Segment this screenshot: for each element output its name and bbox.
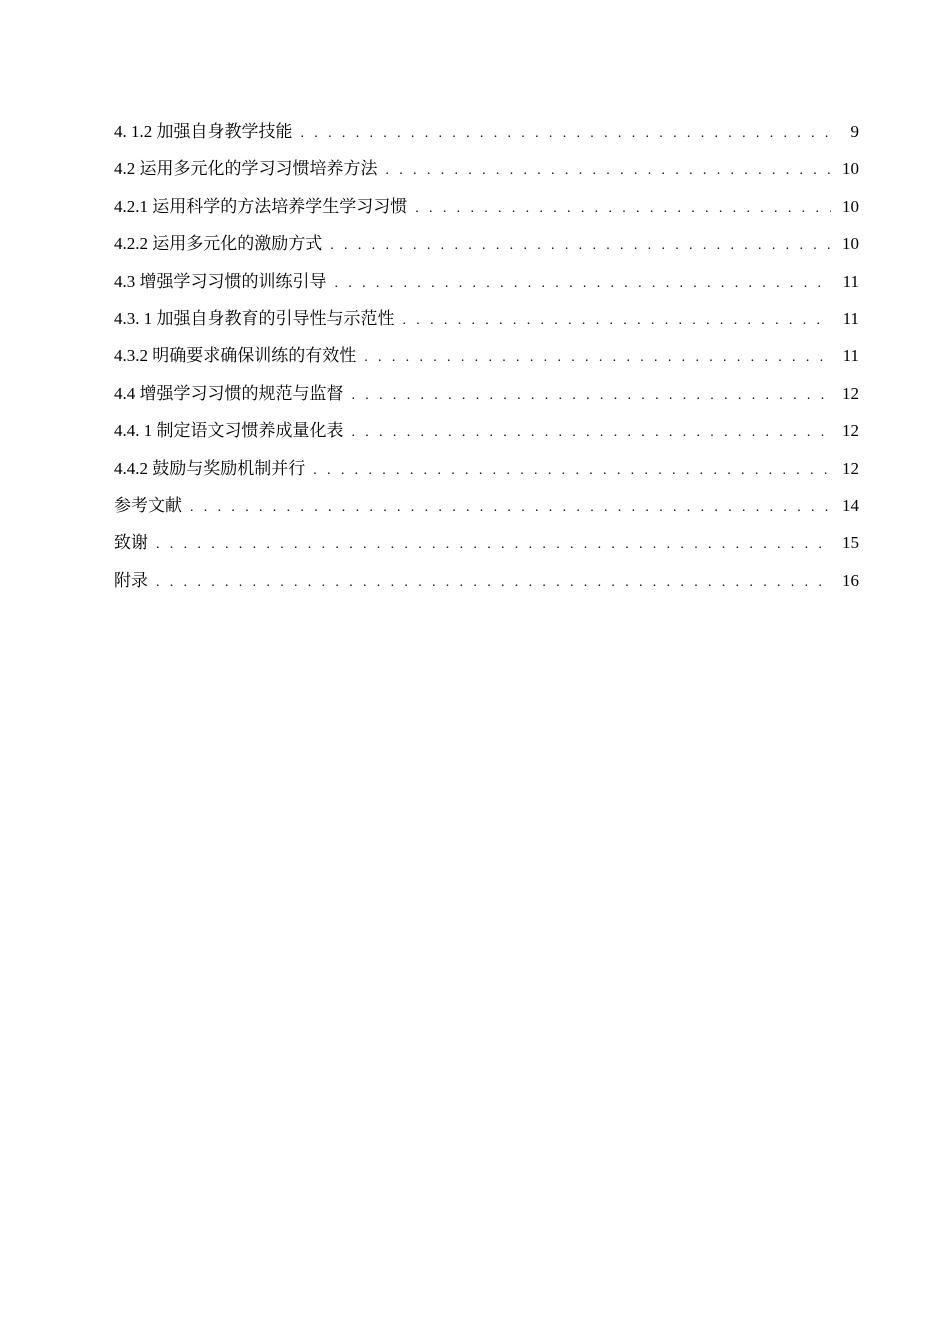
toc-page-number: 11 bbox=[842, 271, 859, 291]
toc-dot-leader bbox=[335, 265, 832, 302]
toc-page-number: 11 bbox=[842, 308, 859, 328]
toc-entry[interactable] bbox=[114, 562, 859, 599]
toc-dot-leader bbox=[415, 190, 831, 227]
toc-page-number: 15 bbox=[842, 533, 859, 553]
toc-dot-leader bbox=[156, 526, 831, 563]
toc-entry[interactable] bbox=[114, 225, 859, 262]
toc-entry-title: 4.4. 1 制定语文习惯养成量化表 bbox=[114, 421, 344, 441]
toc-entry-title: 4.3. 1 加强自身教育的引导性与示范性 bbox=[114, 308, 395, 328]
toc-dot-leader bbox=[403, 302, 832, 339]
table-of-contents bbox=[114, 113, 859, 599]
toc-entry[interactable] bbox=[114, 524, 859, 561]
toc-dot-leader bbox=[352, 377, 832, 414]
toc-entry-title: 4.3.2 明确要求确保训练的有效性 bbox=[114, 346, 357, 366]
toc-page-number: 10 bbox=[842, 234, 859, 254]
toc-page-number: 11 bbox=[842, 346, 859, 366]
toc-entry-title: 4.2.2 运用多元化的激励方式 bbox=[114, 234, 323, 254]
toc-entry[interactable] bbox=[114, 263, 859, 300]
toc-page-number: 10 bbox=[842, 159, 859, 179]
toc-entry-title: 4.4 增强学习习惯的规范与监督 bbox=[114, 383, 344, 403]
toc-dot-leader bbox=[301, 115, 832, 152]
toc-page-number: 9 bbox=[850, 122, 859, 141]
toc-page-number: 12 bbox=[842, 421, 859, 441]
toc-dot-leader bbox=[352, 414, 832, 451]
toc-page-number: 10 bbox=[842, 196, 859, 216]
toc-entry[interactable] bbox=[114, 450, 859, 487]
toc-page-number: 14 bbox=[842, 495, 859, 515]
toc-entry[interactable] bbox=[114, 412, 859, 449]
toc-entry-title: 致谢 bbox=[114, 533, 148, 553]
toc-entry-title: 4.2.1 运用科学的方法培养学生学习习惯 bbox=[114, 196, 408, 216]
toc-entry[interactable] bbox=[114, 150, 859, 187]
toc-dot-leader bbox=[330, 227, 831, 264]
toc-page-number: 16 bbox=[842, 570, 859, 590]
toc-entry[interactable] bbox=[114, 375, 859, 412]
toc-entry-title: 4.2 运用多元化的学习习惯培养方法 bbox=[114, 159, 378, 179]
toc-entry[interactable] bbox=[114, 300, 859, 337]
toc-dot-leader bbox=[313, 452, 831, 489]
toc-entry-title: 4. 1.2 加强自身教学技能 bbox=[114, 122, 293, 141]
toc-page-number: 12 bbox=[842, 458, 859, 478]
toc-entry-title: 附录 bbox=[114, 570, 148, 590]
toc-page-number: 12 bbox=[842, 383, 859, 403]
toc-entry-title: 参考文献 bbox=[114, 495, 182, 515]
toc-entry-title: 4.3 增强学习习惯的训练引导 bbox=[114, 271, 327, 291]
toc-entry[interactable] bbox=[114, 188, 859, 225]
toc-dot-leader bbox=[156, 564, 831, 601]
toc-entry[interactable] bbox=[114, 337, 859, 374]
toc-entry-title: 4.4.2 鼓励与奖励机制并行 bbox=[114, 458, 306, 478]
toc-entry[interactable] bbox=[114, 487, 859, 524]
toc-dot-leader bbox=[386, 152, 832, 189]
toc-dot-leader bbox=[190, 489, 831, 526]
toc-dot-leader bbox=[364, 339, 831, 376]
toc-entry[interactable] bbox=[114, 113, 859, 150]
